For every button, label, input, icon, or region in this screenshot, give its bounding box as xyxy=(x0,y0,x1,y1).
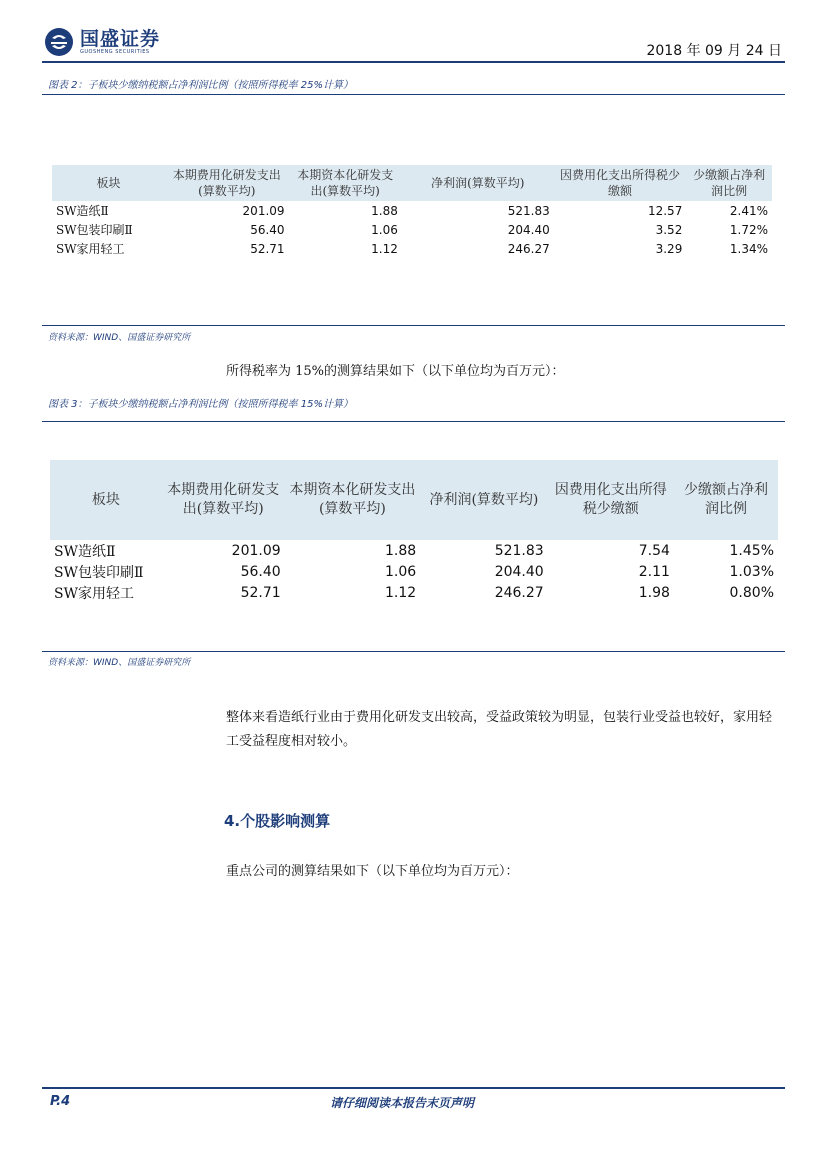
table-header-cell: 板块 xyxy=(50,460,162,540)
table-header-cell: 本期费用化研发支出(算数平均) xyxy=(165,165,289,201)
table-cell: 204.40 xyxy=(494,563,544,580)
figure2-caption-rule xyxy=(42,94,785,95)
figure3-caption: 图表 3：子板块少缴纳税额占净利润比例（按照所得税率 15%计算） xyxy=(48,399,353,410)
table-row xyxy=(50,582,778,603)
disclaimer-note: 请仔细阅读本报告末页声明 xyxy=(330,1096,475,1110)
table-cell: SW包装印刷Ⅱ xyxy=(54,564,144,581)
figure3-caption-rule xyxy=(42,421,785,422)
table-cell: 246.27 xyxy=(507,241,550,256)
table-header-cell: 因费用化支出所得税少缴额 xyxy=(554,165,687,201)
table-cell: 12.57 xyxy=(647,203,683,218)
table-cell: 56.40 xyxy=(250,222,285,237)
summary-paragraph: 整体来看造纸行业由于费用化研发支出较高，受益政策较为明显，包装行业受益也较好，家用轻工受益程度相对较小。 xyxy=(226,710,773,749)
table-header-cell: 净利润(算数平均) xyxy=(402,165,554,201)
table-header-cell: 因费用化支出所得税少缴额 xyxy=(548,460,674,540)
table-row xyxy=(50,561,778,582)
guosheng-logo-icon xyxy=(44,27,74,57)
table-cell: 521.83 xyxy=(494,542,544,559)
table-cell: 1.06 xyxy=(371,222,398,237)
table-header-cell: 本期费用化研发支出(算数平均) xyxy=(162,460,285,540)
table-cell: 201.09 xyxy=(242,203,285,218)
table-cell: 1.06 xyxy=(385,563,417,580)
table-header-cell: 板块 xyxy=(52,165,165,201)
table-cell: 521.83 xyxy=(507,203,550,218)
table-cell: 0.80% xyxy=(729,584,774,601)
report-date: 2018 年 09 月 24 日 xyxy=(646,43,782,59)
table-cell: 246.27 xyxy=(494,584,544,601)
brand-name: 国盛证券 xyxy=(80,28,161,50)
table-cell: 1.12 xyxy=(371,241,398,256)
footer-divider xyxy=(42,1087,785,1089)
table-cell: SW造纸Ⅱ xyxy=(56,204,109,218)
table-cell: 56.40 xyxy=(240,563,281,580)
brand-subtitle: GUOSHENG SECURITIES xyxy=(80,49,150,55)
table-cell: 1.88 xyxy=(371,203,398,218)
intro-15-percent: 所得税率为 15%的测算结果如下（以下单位均为百万元）： xyxy=(226,364,565,379)
table-cell: 1.98 xyxy=(638,584,670,601)
table-cell: 1.88 xyxy=(385,542,417,559)
page-number: P.4 xyxy=(50,1094,71,1109)
table-cell: 204.40 xyxy=(507,222,550,237)
table-cell: 52.71 xyxy=(250,241,285,256)
table-cell: 3.29 xyxy=(655,241,683,256)
section-title: 4.个股影响测算 xyxy=(224,812,331,830)
table-cell: SW家用轻工 xyxy=(54,585,134,602)
table-header-cell: 净利润(算数平均) xyxy=(420,460,548,540)
header-divider xyxy=(42,61,785,63)
table-row xyxy=(52,220,772,239)
table-cell: 7.54 xyxy=(638,542,670,559)
table-cell: SW家用轻工 xyxy=(56,242,125,256)
table-cell: 1.72% xyxy=(729,222,768,237)
table-cell: SW包装印刷Ⅱ xyxy=(56,223,133,237)
figure2-source: 资料来源：WIND、国盛证券研究所 xyxy=(48,333,191,343)
table-cell: 2.11 xyxy=(638,563,670,580)
table-header-cell: 本期资本化研发支出(算数平均) xyxy=(285,460,421,540)
table-cell: 3.52 xyxy=(655,222,683,237)
section-intro: 重点公司的测算结果如下（以下单位均为百万元）： xyxy=(226,864,519,879)
figure2-table xyxy=(52,165,772,258)
table-header-cell: 少缴额占净利润比例 xyxy=(686,165,772,201)
company-logo xyxy=(44,24,184,60)
table-cell: 1.45% xyxy=(729,542,774,559)
figure3-source-rule xyxy=(42,651,785,652)
table-cell: 2.41% xyxy=(729,203,768,218)
table-row xyxy=(50,540,778,561)
figure3-source: 资料来源：WIND、国盛证券研究所 xyxy=(48,658,191,668)
table-cell: 1.12 xyxy=(385,584,417,601)
figure2-caption: 图表 2：子板块少缴纳税额占净利润比例（按照所得税率 25%计算） xyxy=(48,80,353,91)
figure3-table xyxy=(50,460,778,603)
table-cell: 1.34% xyxy=(729,241,768,256)
figure2-source-rule xyxy=(42,325,785,326)
table-header-cell: 本期资本化研发支出(算数平均) xyxy=(289,165,402,201)
table-cell: 1.03% xyxy=(729,563,774,580)
table-cell: SW造纸Ⅱ xyxy=(54,543,116,560)
table-cell: 201.09 xyxy=(231,542,281,559)
table-cell: 52.71 xyxy=(240,584,281,601)
table-row xyxy=(52,201,772,220)
table-row xyxy=(52,239,772,258)
table-header-cell: 少缴额占净利润比例 xyxy=(674,460,778,540)
